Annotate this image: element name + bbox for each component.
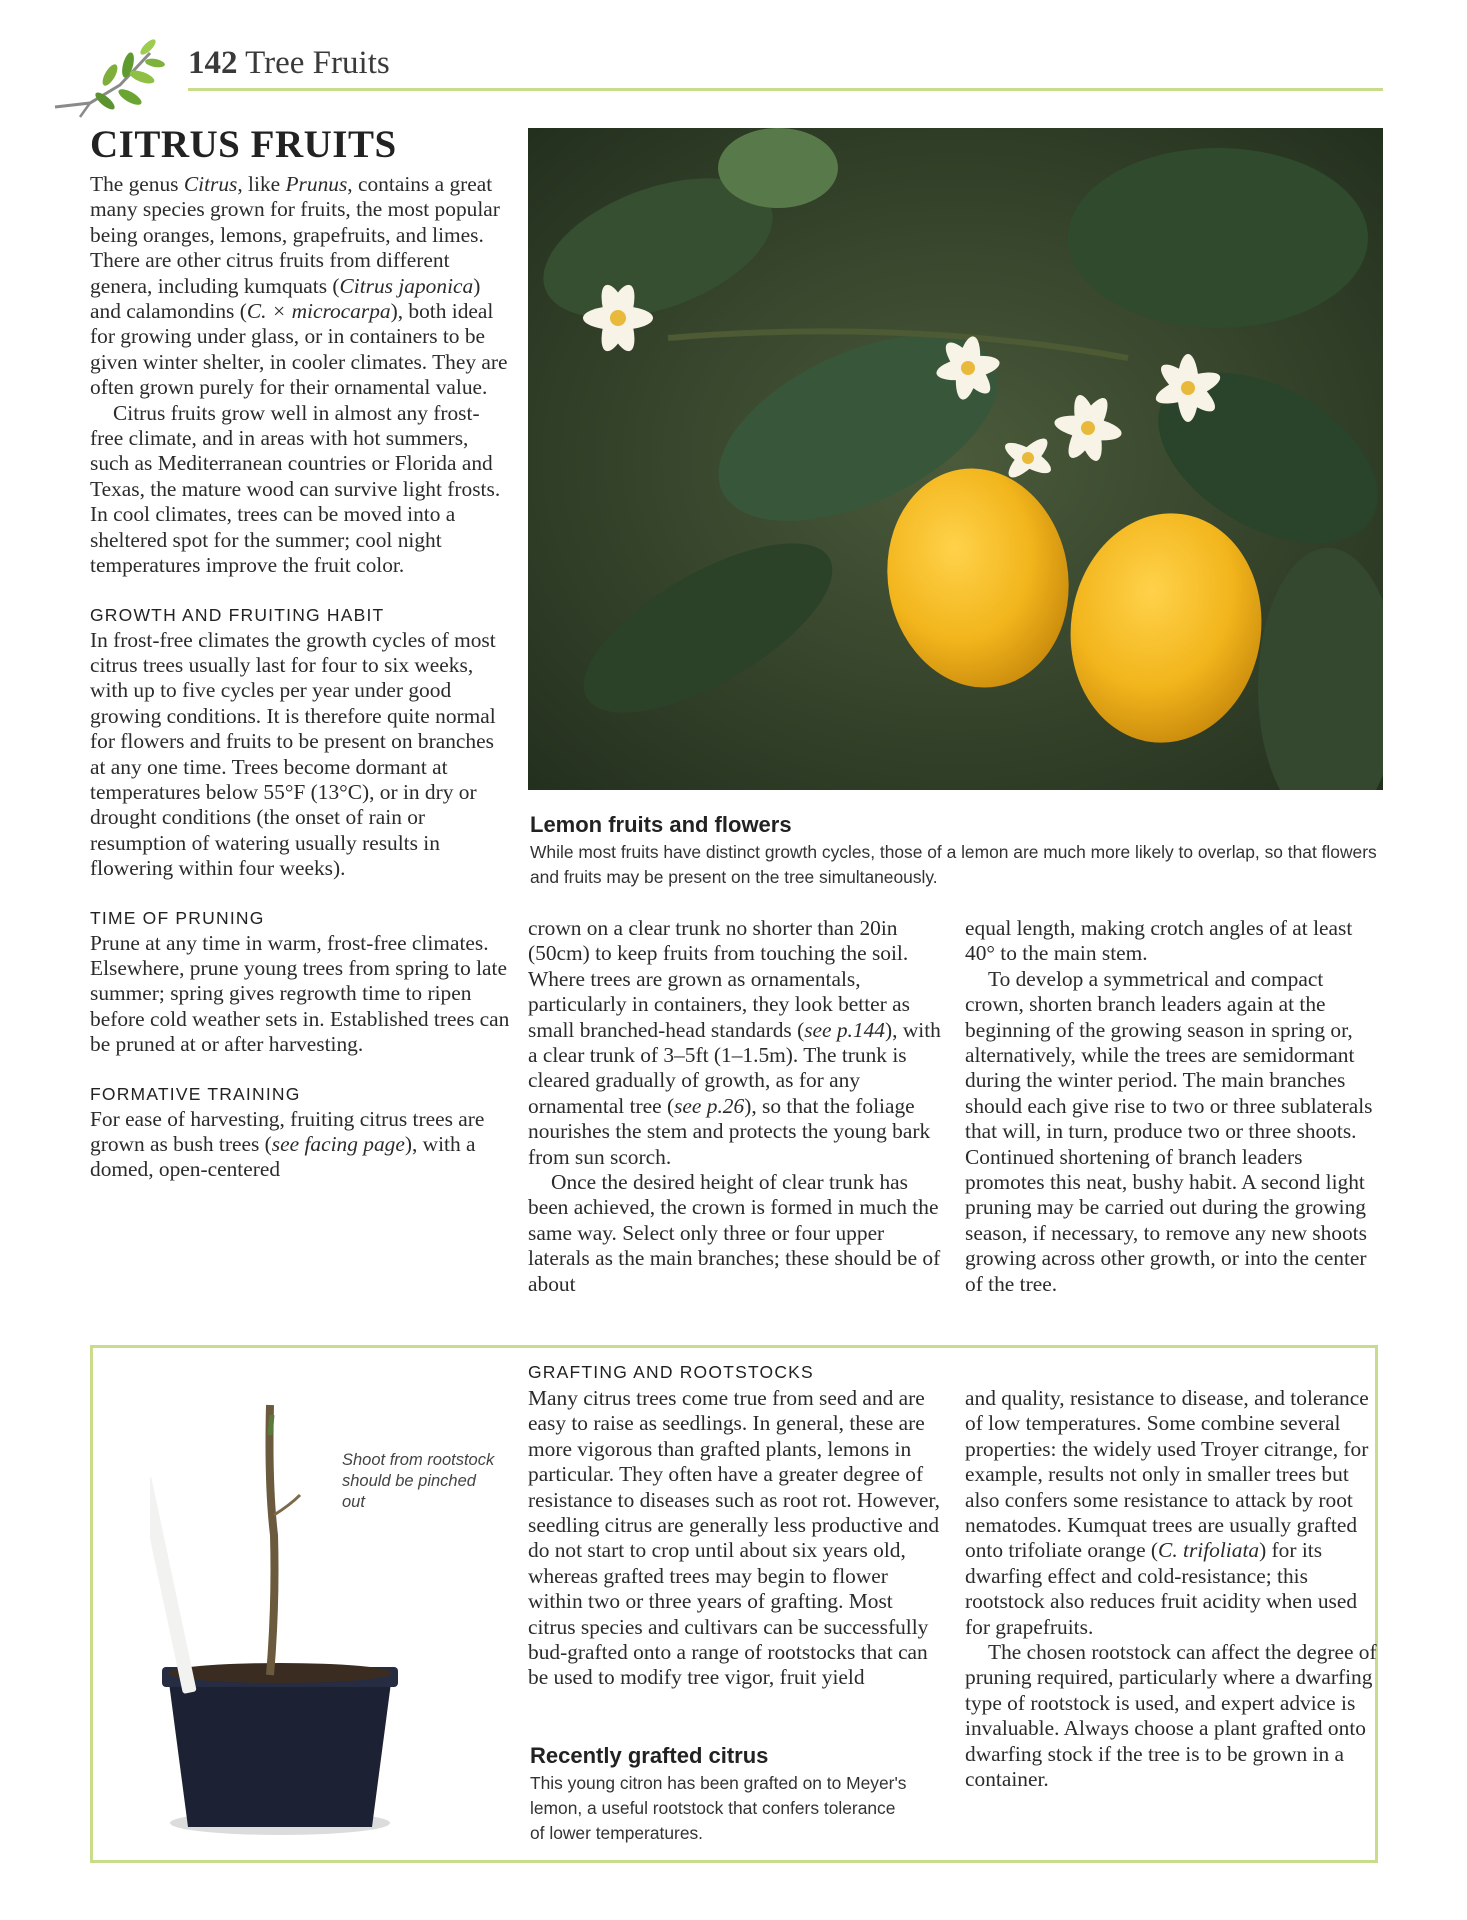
leaf-sprig-icon — [50, 35, 165, 125]
page-number: 142 — [188, 45, 238, 81]
photo-caption-title: Lemon fruits and flowers — [530, 812, 792, 837]
graft-caption-text: This young citron has been grafted on to Meyer's lemon, a useful rootstock that confers tolerance of lower temperatures. — [530, 1773, 907, 1843]
middle-column — [528, 916, 943, 1297]
pruning-heading: TIME OF PRUNING — [90, 907, 265, 928]
right-column — [965, 916, 1385, 1297]
grafting-heading: GRAFTING AND ROOTSTOCKS — [528, 1362, 814, 1382]
grafting-text-1: Many citrus trees come true from seed and are easy to raise as seedlings. In general, these are more vigorous than grafted plants, lemons in particular. They often have a greater degree of resistance to diseases such as root rot. However, seedling citrus are generally less productive and do not start to crop until about six years old, whereas grafted trees may begin to flower within two or three years of grafting. Most citrus species and cultivars can be successfully bud-grafted onto a range of rootstocks that can be used to modify tree vigor, fruit yield — [528, 1386, 940, 1690]
height-paragraph: Once the desired height of clear trunk has been achieved, the crown is formed in much the same way. Select only three or four upper laterals as the main branches; these should be of about — [528, 1170, 941, 1296]
graft-caption-title: Recently grafted citrus — [530, 1743, 769, 1768]
section-name: Tree Fruits — [245, 45, 390, 81]
page-header — [188, 45, 390, 82]
angle-paragraph: equal length, making crotch angles of at least 40° to the main stem. — [965, 916, 1353, 966]
grafted-citron-pot-image — [150, 1375, 410, 1845]
grafting-section — [528, 1360, 1388, 1385]
header-rule — [188, 88, 1383, 91]
crown-paragraph: crown on a clear trunk no shorter than 20in (50cm) to keep fruits from touching the soil. Where trees are grown as ornamentals, particularly in containers, they look better as small branched-head standards (see p.144), with a clear trunk of 3–5ft (1–1.5m). The trunk is cleared gradually of growth, as for any ornamental tree (see p.26), so that the foliage nourishes the stem and protects the young bark from sun scorch. — [528, 916, 941, 1169]
grafting-text-2: and quality, resistance to disease, and tolerance of low temperatures. Some combine several properties: the widely used Troyer citrange, for example, results not only in smaller trees but also confers some resistance to attack by root nematodes. Kumquat trees are usually grafted onto trifoliate orange (C. trifoliata) for its dwarfing effect and cold-resistance; this rootstock also reduces fruit acidity when used for grapefruits. — [965, 1386, 1369, 1639]
formative-text: For ease of harvesting, fruiting citrus trees are grown as bush trees (see facing page), with a domed, open-centered — [90, 1106, 485, 1182]
grafting-text-3: The chosen rootstock can affect the degree of pruning required, particularly where a dwarfing type of rootstock is used, and expert advice is invaluable. Always choose a plant grafted onto dwarfing stock if the tree is to be grown in a container. — [965, 1640, 1377, 1792]
intro-paragraph-1: The genus Citrus, like Prunus, contains a great many species grown for fruits, the most popular being oranges, lemons, grapefruits, and limes. There are other citrus fruits from different genera, including kumquats (Citrus japonica) and calamondins (C. × microcarpa), both ideal for growing under glass, or in containers to be given winter shelter, in cooler climates. They are often grown purely for their ornamental value. — [90, 172, 508, 400]
symmetry-paragraph: To develop a symmetrical and compact crown, shorten branch leaders again at the beginning of the growing season in spring or, alternatively, while the trees are semidormant during the winter period. The main branches should each give rise to two or three sublaterals that will, in turn, produce two or three shoots. Continued shortening of branch leaders promotes this neat, bushy habit. A second light pruning may be carried out during the growing season, if necessary, to remove any new shoots growing across other growth, or into the center of the tree. — [965, 966, 1373, 1296]
page-title: CITRUS FRUITS — [90, 123, 397, 166]
growth-heading: GROWTH AND FRUITING HABIT — [90, 604, 385, 625]
intro-column — [90, 172, 510, 1183]
formative-heading: FORMATIVE TRAINING — [90, 1083, 301, 1104]
grafting-column-2 — [965, 1386, 1385, 1793]
rootstock-annotation: Shoot from rootstock should be pinched out — [342, 1451, 495, 1511]
growth-text: In frost-free climates the growth cycles of most citrus trees usually last for four to six weeks, with up to five cycles per year under good growing conditions. It is therefore quite normal for flowers and fruits to be present on branches at any one time. Trees become dormant at temperatures below 55°F (13°C), or in dry or drought conditions (the onset of rain or resumption of watering usually results in flowering within four weeks). — [90, 627, 496, 881]
grafting-column-1 — [528, 1386, 943, 1691]
photo-caption-text: While most fruits have distinct growth cycles, those of a lemon are much more likely to overlap, so that flowers and fruits may be present on the tree simultaneously. — [530, 842, 1377, 887]
intro-paragraph-2: Citrus fruits grow well in almost any frost-free climate, and in areas with hot summers, such as Mediterranean countries or Florida and Texas, the mature wood can survive light frosts. In cool climates, trees can be moved into a sheltered spot for the summer; cool night temperatures improve the fruit color. — [90, 400, 501, 578]
pruning-text: Prune at any time in warm, frost-free climates. Elsewhere, prune young trees from spring to late summer; spring gives regrowth time to ripen before cold weather sets in. Established trees can be pruned at or after harvesting. — [90, 930, 510, 1057]
lemon-photo — [528, 128, 1383, 790]
